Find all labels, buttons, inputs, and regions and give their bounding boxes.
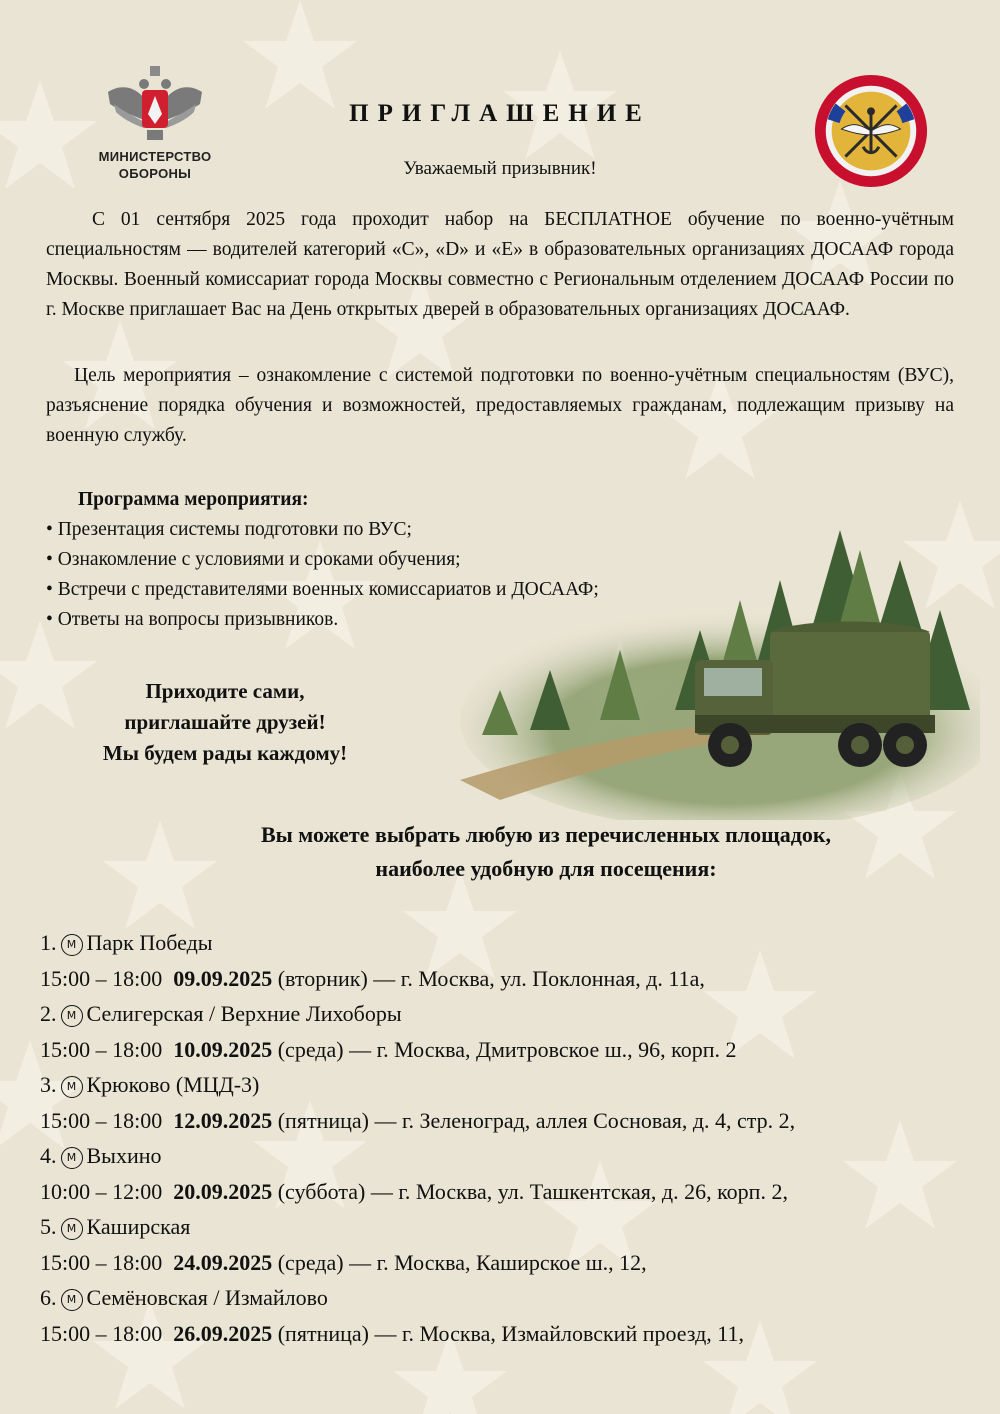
venue-address: (среда) — г. Москва, Каширское ш., 12, bbox=[277, 1249, 647, 1275]
intro-paragraph: С 01 сентября 2025 года проходит набор на БЕСПЛАТНОЕ обучение по военно-учётным специальностям — водителей категорий «C», «D» и «E» в образовательных организациях ДОСААФ города Москвы. Военный комиссариат города Москвы совместно с Региональным отделением ДОСААФ России по г. Москве приглашает Вас на День открытых дверей в образовательных организациях ДОСААФ. bbox=[46, 209, 954, 320]
venue-station-line bbox=[40, 1280, 980, 1316]
goal-paragraph: Цель мероприятия – ознакомление с системой подготовки по военно-учётным специальностям (ВУС), разъяснение порядка обучения и возможностей, предоставляемых гражданам, подлежащим призыву на военную службу. bbox=[46, 365, 954, 446]
venue-number: 3. bbox=[40, 1072, 57, 1097]
venue-date: 20.09.2025 bbox=[173, 1178, 273, 1204]
venue-station-line bbox=[40, 1138, 980, 1174]
venue-time: 10:00 – 12:00 bbox=[40, 1178, 163, 1204]
venue-number: 2. bbox=[40, 1001, 57, 1026]
venue-schedule-line bbox=[40, 1174, 980, 1210]
program-item: • Встречи с представителями военных комиссариатов и ДОСААФ; bbox=[46, 579, 599, 600]
venue-number: 1. bbox=[40, 930, 57, 955]
slogan-line: Мы будем рады каждому! bbox=[102, 741, 348, 765]
venue-time: 15:00 – 18:00 bbox=[40, 965, 163, 991]
venue-station-line bbox=[40, 925, 980, 961]
venues-heading-line1: Вы можете выбрать любую из перечисленных площадок, bbox=[260, 822, 832, 847]
metro-icon: М bbox=[61, 1005, 83, 1027]
venue-address: (пятница) — г. Москва, Измайловский проезд, 11, bbox=[277, 1320, 744, 1346]
metro-icon: М bbox=[61, 1289, 83, 1311]
venue-date: 10.09.2025 bbox=[173, 1036, 273, 1062]
metro-icon: М bbox=[61, 1076, 83, 1098]
venue-schedule-line bbox=[40, 1245, 980, 1281]
venue-address: (пятница) — г. Зеленоград, аллея Сосновая, д. 4, стр. 2, bbox=[277, 1107, 796, 1133]
metro-icon: М bbox=[61, 1147, 83, 1169]
venue-time: 15:00 – 18:00 bbox=[40, 1107, 163, 1133]
org-name-line1: МИНИСТЕРСТВО bbox=[98, 149, 212, 164]
venue-number: 6. bbox=[40, 1285, 57, 1310]
venue-station-line bbox=[40, 1067, 980, 1103]
venues-list bbox=[40, 925, 980, 1351]
venue-schedule-line bbox=[40, 1103, 980, 1139]
dosaaf-emblem-icon bbox=[812, 72, 930, 190]
venue-station: Каширская bbox=[86, 1214, 191, 1239]
venue-station: Селигерская / Верхние Лихоборы bbox=[86, 1001, 402, 1026]
venue-date: 26.09.2025 bbox=[173, 1320, 273, 1346]
venue-number: 5. bbox=[40, 1214, 57, 1239]
metro-icon: М bbox=[61, 1218, 83, 1240]
program-item: • Презентация системы подготовки по ВУС; bbox=[46, 519, 412, 540]
page-title: ПРИГЛАШЕНИЕ bbox=[349, 100, 651, 127]
venue-station: Крюково (МЦД-3) bbox=[86, 1072, 260, 1097]
greeting: Уважаемый призывник! bbox=[403, 158, 597, 179]
venue-time: 15:00 – 18:00 bbox=[40, 1036, 163, 1062]
truck-forest-illustration bbox=[440, 520, 980, 820]
venues-heading-line2: наиболее удобную для посещения: bbox=[375, 856, 717, 881]
venue-station: Выхино bbox=[86, 1143, 162, 1168]
venue-schedule-line bbox=[40, 1032, 980, 1068]
venue-schedule-line bbox=[40, 961, 980, 997]
venue-station-line bbox=[40, 996, 980, 1032]
venue-number: 4. bbox=[40, 1143, 57, 1168]
venue-date: 12.09.2025 bbox=[173, 1107, 273, 1133]
venue-date: 24.09.2025 bbox=[173, 1249, 273, 1275]
org-name-line2: ОБОРОНЫ bbox=[118, 166, 192, 181]
slogan bbox=[40, 676, 410, 769]
venue-address: (среда) — г. Москва, Дмитровское ш., 96, корп. 2 bbox=[277, 1036, 737, 1062]
venue-station: Семёновская / Измайлово bbox=[86, 1285, 328, 1310]
venue-date: 09.09.2025 bbox=[173, 965, 273, 991]
slogan-line: приглашайте друзей! bbox=[124, 710, 326, 734]
program-item: • Ответы на вопросы призывников. bbox=[46, 609, 339, 630]
metro-icon: М bbox=[61, 934, 83, 956]
venue-station: Парк Победы bbox=[86, 930, 213, 955]
venue-station-line bbox=[40, 1209, 980, 1245]
venue-time: 15:00 – 18:00 bbox=[40, 1249, 163, 1275]
slogan-line: Приходите сами, bbox=[145, 679, 305, 703]
venues-heading bbox=[46, 818, 1000, 886]
venue-address: (суббота) — г. Москва, ул. Ташкентская, д. 26, корп. 2, bbox=[277, 1178, 788, 1204]
venue-schedule-line bbox=[40, 1316, 980, 1352]
program-item: • Ознакомление с условиями и сроками обучения; bbox=[46, 549, 461, 570]
venue-time: 15:00 – 18:00 bbox=[40, 1320, 163, 1346]
program-heading: Программа мероприятия: bbox=[78, 489, 309, 510]
venue-address: (вторник) — г. Москва, ул. Поклонная, д. 11а, bbox=[277, 965, 705, 991]
